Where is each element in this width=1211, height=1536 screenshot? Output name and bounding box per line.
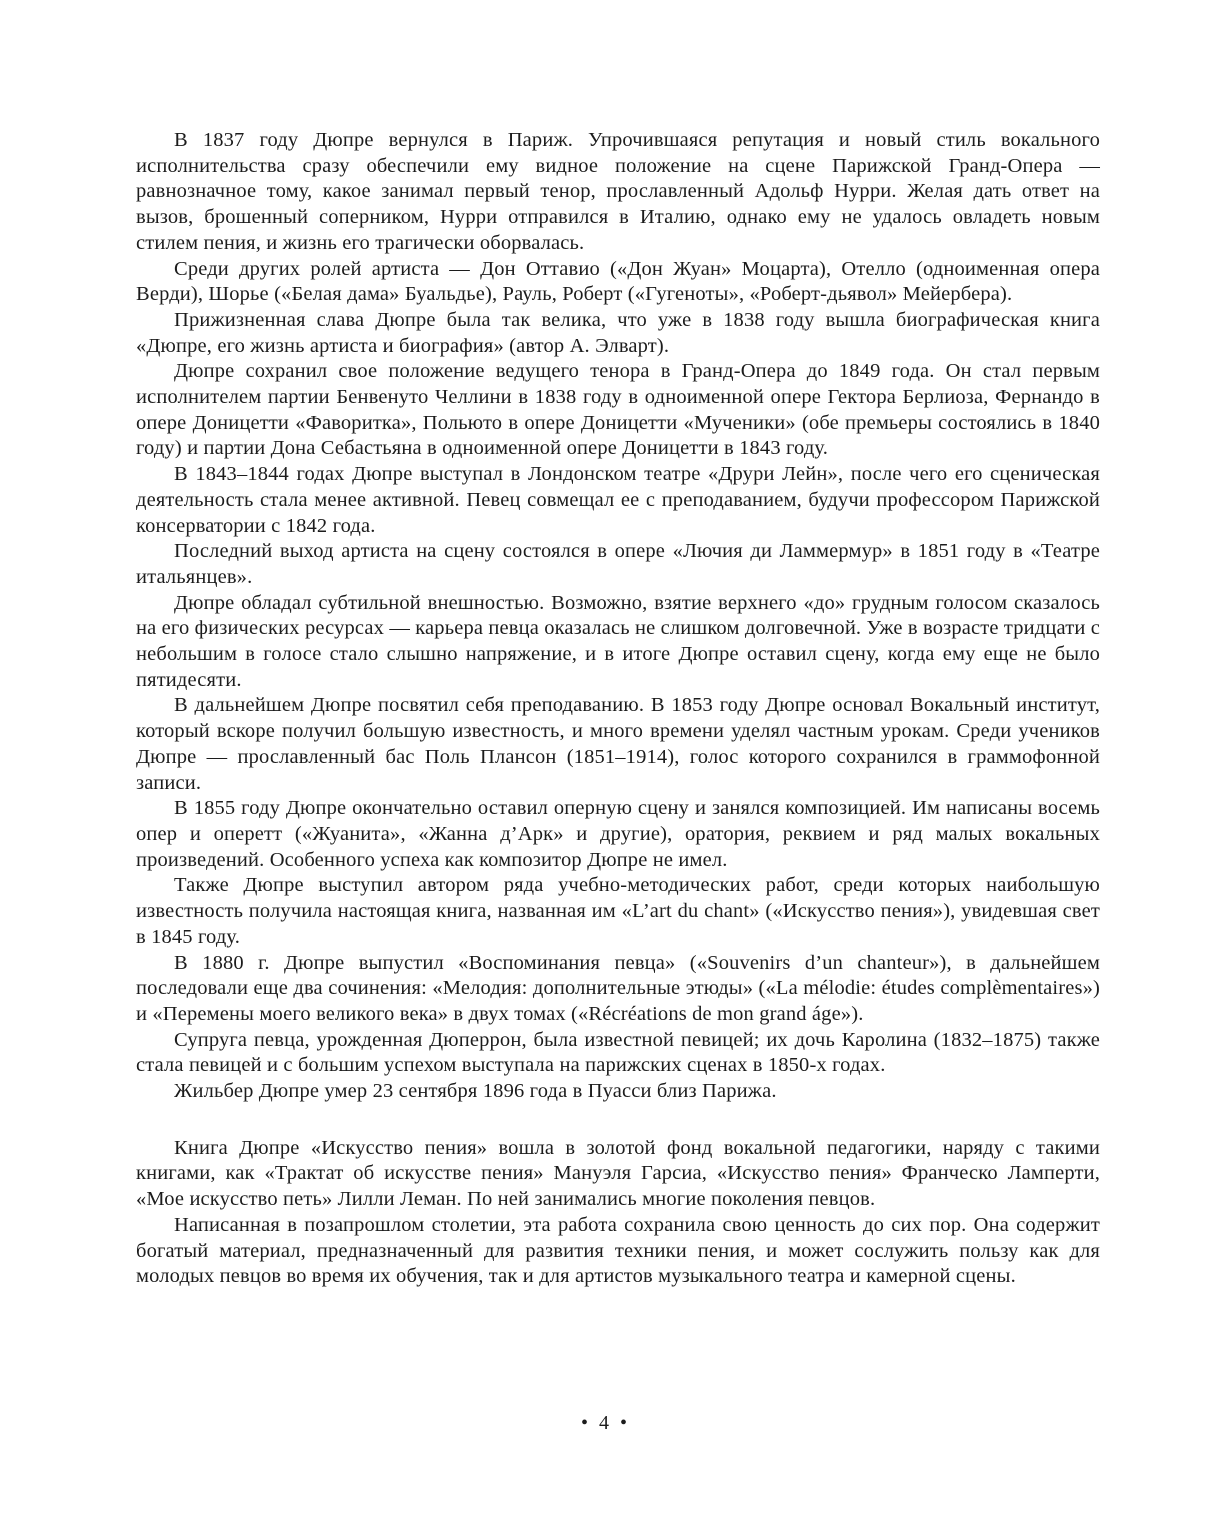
- paragraph: Дюпре обладал субтильной внешностью. Возможно, взятие верхнего «до» грудным голосом сказалось на его физических ресурсах — карьера певца оказалась не слишком долговечной. Уже в возрасте тридцати с небольшим в голосе стало слышно напряжение, и в итоге Дюпре оставил сцену, когда ему еще не было пятидесяти.: [136, 591, 1100, 691]
- paragraph: В 1843–1844 годах Дюпре выступал в Лондонском театре «Друри Лейн», после чего его сценическая деятельность стала менее активной. Певец совмещал ее с преподаванием, будучи профессором Парижской консерватории с 1842 года.: [136, 463, 1100, 537]
- paragraph: Прижизненная слава Дюпре была так велика, что уже в 1838 году вышла биографическая книга «Дюпре, его жизнь артиста и биография» (автор А. Элварт).: [136, 308, 1100, 357]
- paragraph: Также Дюпре выступил автором ряда учебно-методических работ, среди которых наибольшую известность получила настоящая книга, названная им «L’art du chant» («Искусство пения»), увидевшая свет в 1845 году.: [136, 874, 1100, 948]
- paragraph: Среди других ролей артиста — Дон Оттавио («Дон Жуан» Моцарта), Отелло (одноименная опера Верди), Шорье («Белая дама» Буальдье), Рауль, Роберт («Гугеноты», «Роберт-дьявол» Мейербера).: [136, 257, 1100, 306]
- paragraph: Последний выход артиста на сцену состоялся в опере «Лючия ди Ламмермур» в 1851 году в «Театре итальянцев».: [136, 540, 1100, 588]
- page-number: • 4 •: [580, 1412, 630, 1434]
- paragraph: Дюпре сохранил свое положение ведущего тенора в Гранд-Опера до 1849 года. Он стал первым исполнителем партии Бенвенуто Челлини в 1838 году в одноименной опере Гектора Берлиоза, Фернандо в опере Доницетти «Фаворитка», Польюто в опере Доницетти «Мученики» (обе премьеры состоялись в 1840 году) и партии Дона Себастьяна в одноименной опере Доницетти в 1843 году.: [136, 360, 1100, 460]
- paragraph: Книга Дюпре «Искусство пения» вошла в золотой фонд вокальной педагогики, наряду с такими книгами, как «Трактат об искусстве пения» Мануэля Гарсиа, «Искусство пения» Франческо Ламперти, «Мое искусство петь» Лилли Леман. По ней занимались многие поколения певцов.: [136, 1136, 1100, 1211]
- paragraph: Супруга певца, урожденная Дюперрон, была известной певицей; их дочь Каролина (1832–1875) также стала певицей и с большим успехом выступала на парижских сценах в 1850-х годах.: [136, 1028, 1100, 1077]
- paragraph: Жильбер Дюпре умер 23 сентября 1896 года в Пуасси близ Парижа.: [174, 1080, 777, 1103]
- paragraph: В 1855 году Дюпре окончательно оставил оперную сцену и занялся композицией. Им написаны восемь опер и оперетт («Жуанита», «Жанна д’Арк» и другие), оратория, реквием и ряд малых вокальных произведений. Особенного успеха как композитор Дюпре не имел.: [136, 797, 1100, 871]
- paragraph: В дальнейшем Дюпре посвятил себя преподаванию. В 1853 году Дюпре основал Вокальный институт, который вскоре получил большую известность, и много времени уделял частным урокам. Среди учеников Дюпре — прославленный бас Поль Плансон (1851–1914), голос которого сохранился в граммофонной записи.: [136, 694, 1100, 794]
- page-text: [136, 128, 1100, 1290]
- paragraph: В 1880 г. Дюпре выпустил «Воспоминания певца» («Souvenirs d’un chanteur»), в дальнейшем последовали еще два сочинения: «Мелодия: дополнительные этюды» («La mélodie: études complèmentaires») и «Перемены моего великого века» в двух томах («Récréations de mon grand áge»).: [136, 951, 1100, 1025]
- paragraph: Написанная в позапрошлом столетии, эта работа сохранила свою ценность до сих пор. Она содержит богатый материал, предназначенный для развития техники пения, и может сослужить пользу как для молодых певцов во время их обучения, так и для артистов музыкального театра и камерной сцены.: [136, 1213, 1100, 1288]
- section-spacer: [136, 1105, 1100, 1136]
- paragraph: В 1837 году Дюпре вернулся в Париж. Упрочившаяся репутация и новый стиль вокального исполнительства сразу обеспечили ему видное положение на сцене Парижской Гранд-Опера — равнозначное тому, какое занимал первый тенор, прославленный Адольф Нурри. Желая дать ответ на вызов, брошенный соперником, Нурри отправился в Италию, однако ему не удалось овладеть новым стилем пения, и жизнь его трагически оборвалась.: [136, 129, 1100, 254]
